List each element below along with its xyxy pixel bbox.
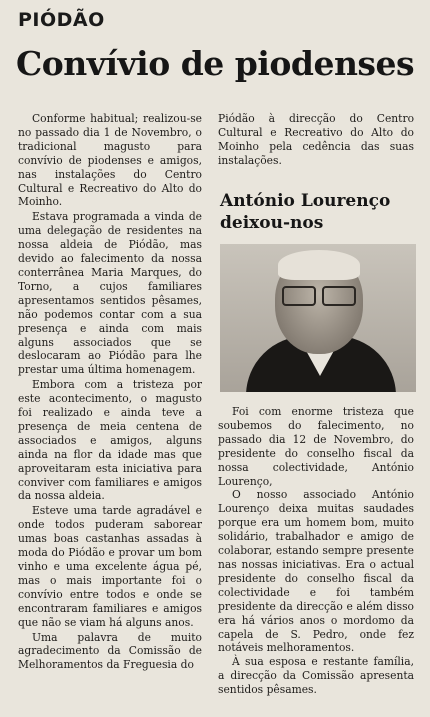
article-left-column [18,112,202,673]
paragraph: Piódão à direcção do Centro Cultural e Recreativo do Alto do Moinho pela cedência das suas instalações. [218,112,414,167]
paragraph: À sua esposa e restante família, a direcção da Comissão apresenta sentidos pêsames. [218,655,414,697]
paragraph: Embora com a tristeza por este acontecimento, o magusto foi realizado e ainda teve a presença de meia centena de associados e amigos, alguns ainda na flor da idade mas que aproveitaram esta iniciativa para conviver com familiares e amigos da nossa aldeia. [18,378,202,503]
paragraph: Estava programada a vinda de uma delegação de residentes na nossa aldeia de Piódão, mas devido ao falecimento da nossa conterrânea Maria Marques, do Torno, a cujos familiares apresentamos sentidos pêsames, não podemos contar com a sua presença e ainda com mais alguns associados que se deslocaram ao Piódão para lhe prestar uma última homenagem. [18,210,202,377]
section-label: PIÓDÃO [18,9,105,31]
portrait-glasses [282,286,356,304]
portrait-photo [220,244,416,392]
paragraph: Foi com enorme tristeza que soubemos do falecimento, no passado dia 12 de Novembro, do presidente do conselho fiscal da nossa colectividade, António Lourenço, [218,405,414,488]
paragraph: Uma palavra de muito agradecimento da Comissão de Melhoramentos da Freguesia do [18,630,202,672]
portrait-hair [278,250,360,280]
paragraph: O nosso associado António Lourenço deixa muitas saudades porque era um homem bom, muito solidário, trabalhador e amigo de colaborar, estando sempre presente nas nossas iniciativas. Era o actual presidente do conselho fiscal da colectividade e foi também presidente da direcção e além disso era há vários anos o mordomo da capela de S. Pedro, onde fez notáveis melhoramentos. [218,488,414,655]
paragraph: Esteve uma tarde agradável e onde todos puderam saborear umas boas castanhas assadas à moda do Piódão e provar um bom vinho e uma excelente água pé, mas o mais importante foi o convívio entre todos e onde se encontraram familiares e amigos que não se viam há alguns anos. [18,504,202,629]
obituary-headline: António Lourenço deixou-nos [220,191,391,233]
article-right-column-continuation [218,112,414,168]
obituary-text [218,405,414,697]
headline: Convívio de piodenses [16,44,415,83]
paragraph: Conforme habitual; realizou-se no passado dia 1 de Novembro, o tradicional magusto para convívio de piodenses e amigos, nas instalações do Centro Cultural e Recreativo do Alto do Moinho. [18,112,202,209]
